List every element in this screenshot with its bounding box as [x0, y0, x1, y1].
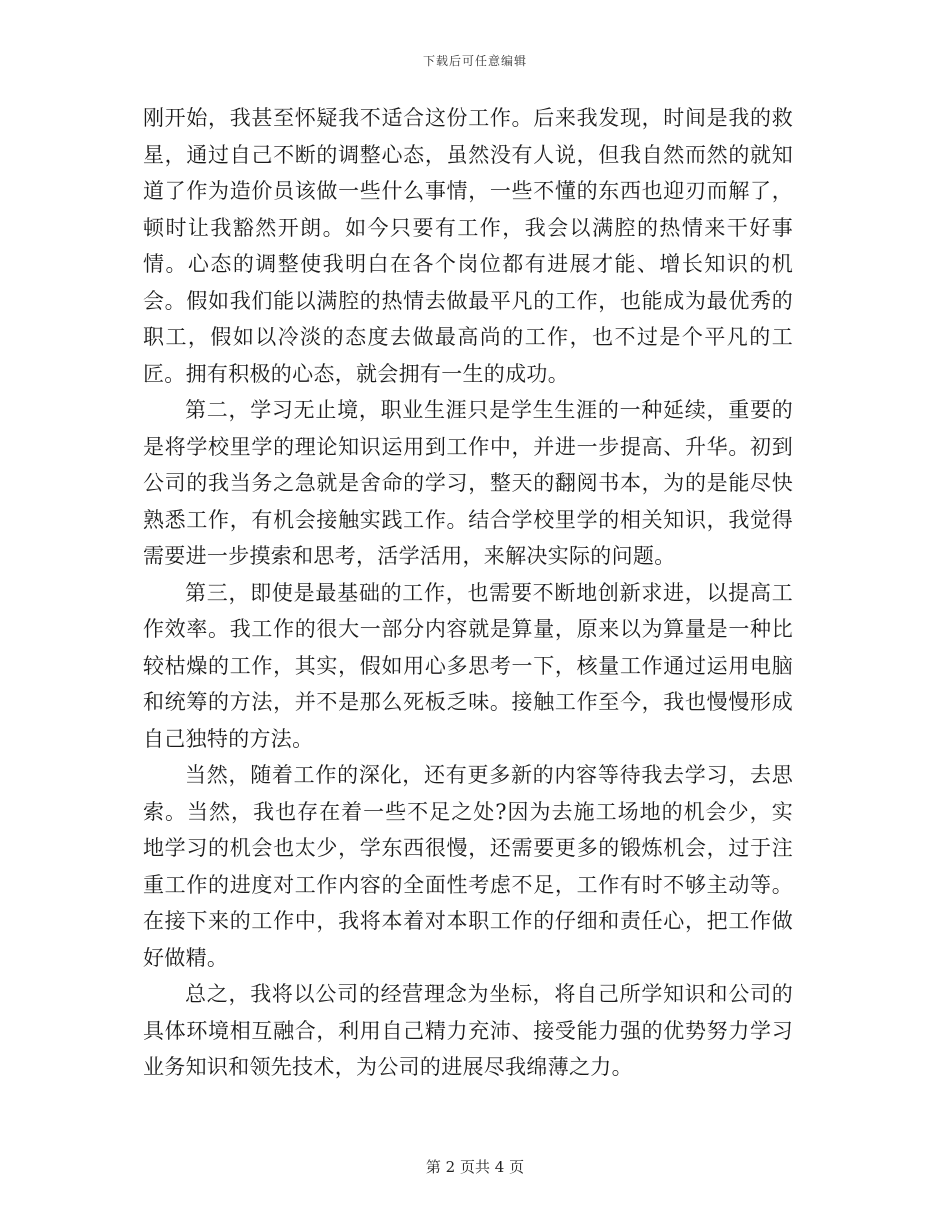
paragraph-2: 第二，学习无止境，职业生涯只是学生生涯的一种延续，重要的是将学校里学的理论知识运用到工作中，并进一步提高、升华。初到公司的我当务之急就是舍命的学习，整天的翻阅书本，为的是能尽快熟悉工作，有机会接触实践工作。结合学校里学的相关知识，我觉得需要进一步摸索和思考，活学活用，来解决实际的问题。: [143, 398, 793, 568]
paragraph-4: 当然，随着工作的深化，还有更多新的内容等待我去学习，去思索。当然，我也存在着一些不足之处?因为去施工场地的机会少，实地学习的机会也太少，学东西很慢，还需要更多的锻炼机会，过于注重工作的进度对工作内容的全面性考虑不足，工作有时不够主动等。在接下来的工作中，我将本着对本职工作的仔细和责任心，把工作做好做精。: [143, 763, 793, 970]
page-header: 下载后可任意编辑: [422, 54, 527, 68]
page-footer: 第 2 页共 4 页: [425, 1158, 525, 1176]
paragraph-1: 刚开始，我甚至怀疑我不适合这份工作。后来我发现，时间是我的救星，通过自己不断的调整心态，虽然没有人说，但我自然而然的就知道了作为造价员该做一些什么事情，一些不懂的东西也迎刃而解了，顿时让我豁然开朗。如今只要有工作，我会以满腔的热情来干好事情。心态的调整使我明白在各个岗位都有进展才能、增长知识的机会。假如我们能以满腔的热情去做最平凡的工作，也能成为最优秀的职工，假如以冷淡的态度去做最高尚的工作，也不过是个平凡的工匠。拥有积极的心态，就会拥有一生的成功。: [143, 106, 793, 386]
paragraph-5: 总之，我将以公司的经营理念为坐标，将自己所学知识和公司的具体环境相互融合，利用自己精力充沛、接受能力强的优势努力学习业务知识和领先技术，为公司的进展尽我绵薄之力。: [143, 982, 793, 1079]
paragraph-3: 第三，即使是最基础的工作，也需要不断地创新求进，以提高工作效率。我工作的很大一部分内容就是算量，原来以为算量是一种比较枯燥的工作，其实，假如用心多思考一下，核量工作通过运用电脑和统筹的方法，并不是那么死板乏味。接触工作至今，我也慢慢形成自己独特的方法。: [143, 580, 793, 751]
document-body: [143, 100, 793, 1086]
